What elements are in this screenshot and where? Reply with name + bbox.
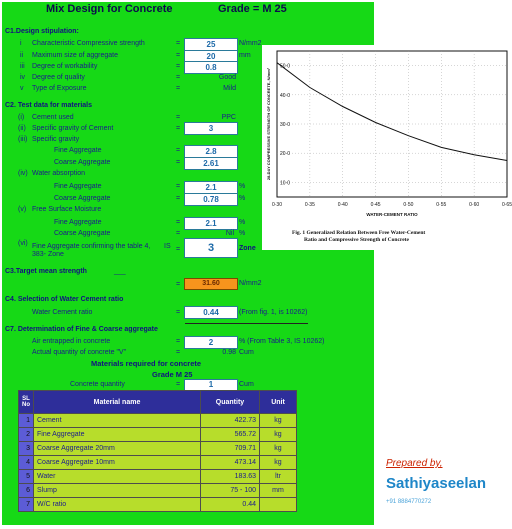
section-target-mean-strength: C3.Target mean strength xyxy=(5,268,87,275)
equals-sign: = xyxy=(176,85,181,92)
row-sl-no: 3 xyxy=(19,442,34,456)
row-number: ii xyxy=(20,52,24,59)
row-material-name: Cement xyxy=(34,414,201,428)
equals-sign: = xyxy=(176,219,181,226)
row-number: (iii) xyxy=(18,136,28,143)
row-unit: ltr xyxy=(260,470,297,484)
unit-label: % xyxy=(239,230,246,237)
row-quantity: 473.14 xyxy=(201,456,260,470)
actual-quantity-value: 0.98 xyxy=(222,349,236,356)
table-row xyxy=(19,484,297,498)
row-material-name: Coarse Aggregate 20mm xyxy=(34,442,201,456)
row-sl-no: 7 xyxy=(19,498,34,512)
unit-label: N/mm2 xyxy=(239,280,262,287)
row-material-name: Water xyxy=(34,470,201,484)
strength-curve xyxy=(277,63,507,161)
row-number: iii xyxy=(20,63,25,70)
zone-label-line2: 383- Zone xyxy=(32,251,64,258)
stipulation-input[interactable]: 20 xyxy=(184,50,238,63)
table-row xyxy=(19,456,297,470)
air-entrapped-note: % (From Table 3, IS 10262) xyxy=(239,338,325,345)
prepared-by-label: Prepared by, xyxy=(386,458,443,469)
row-unit: kg xyxy=(260,414,297,428)
cement-type-value: PPC xyxy=(221,114,236,121)
unit-label: Cum xyxy=(239,381,254,388)
section-fine-coarse: C7. Determination of Fine & Coarse aggregate xyxy=(5,326,158,333)
row-unit: kg xyxy=(260,456,297,470)
table-header-row xyxy=(19,391,297,414)
fm-coarse-value: Nil xyxy=(225,230,234,237)
sg-fine-label: Fine Aggregate xyxy=(54,147,102,154)
sg-cement-label: Specific gravity of Cement xyxy=(32,125,114,132)
author-name: Sathiyaseelan xyxy=(386,475,487,492)
row-sl-no: 1 xyxy=(19,414,34,428)
wc-ratio-input[interactable]: 0.44 xyxy=(184,306,238,319)
equals-sign: = xyxy=(176,159,181,166)
x-tick-label: 0·50 xyxy=(403,202,414,208)
unit-label: N/mm2 xyxy=(239,40,262,47)
equals-sign: = xyxy=(176,338,181,345)
figure-caption-line1: Fig. 1 Generalized Relation Between Free Water-Cement xyxy=(292,230,426,236)
section-test-data: C2. Test data for materials xyxy=(5,102,93,109)
equals-sign: = xyxy=(176,147,181,154)
row-quantity: 75 - 100 xyxy=(201,484,260,498)
equals-sign: = xyxy=(176,183,181,190)
row-number: iv xyxy=(20,74,26,81)
stipulation-label: Maximum size of aggregate xyxy=(32,52,118,59)
actual-quantity-label: Actual quantity of concrete "V" xyxy=(32,349,127,356)
row-unit: kg xyxy=(260,428,297,442)
row-number: (v) xyxy=(18,206,27,213)
stipulation-label: Type of Exposure xyxy=(32,85,87,92)
stipulation-label: Characteristic Compressive strength xyxy=(32,40,145,47)
concrete-quantity-input[interactable]: 1 xyxy=(184,379,238,391)
y-tick-label: 30·0 xyxy=(280,122,291,128)
wa-fine-label: Fine Aggregate xyxy=(54,183,102,190)
wc-ratio-note: (From fig. 1, is 10262) xyxy=(239,309,308,316)
air-entrapped-input[interactable]: 2 xyxy=(184,336,238,349)
row-unit: mm xyxy=(260,484,297,498)
equals-sign: = xyxy=(176,230,181,237)
unit-label: % xyxy=(239,183,246,190)
row-quantity: 422.73 xyxy=(201,414,260,428)
table-row xyxy=(19,428,297,442)
section-water-cement: C4. Selection of Water Cement ratio xyxy=(5,296,124,303)
col-material-name: Material name xyxy=(34,391,201,414)
materials-heading: Materials required for concrete xyxy=(91,359,202,368)
equals-sign: = xyxy=(176,52,181,59)
row-unit xyxy=(260,498,297,512)
y-tick-label: 20·0 xyxy=(280,151,291,158)
row-quantity: 709.71 xyxy=(201,442,260,456)
equals-sign: = xyxy=(176,309,181,316)
fm-fine-label: Fine Aggregate xyxy=(54,219,102,226)
zone-input[interactable]: 3 xyxy=(184,238,238,258)
concrete-quantity-label: Concrete quantity xyxy=(70,381,125,388)
row-sl-no: 6 xyxy=(19,484,34,498)
sg-label: Specific gravity xyxy=(32,136,80,143)
unit-label: mm xyxy=(239,52,251,59)
row-material-name: Coarse Aggregate 10mm xyxy=(34,456,201,470)
stipulation-input[interactable]: 0.8 xyxy=(184,61,238,74)
x-tick-label: 0·60 xyxy=(469,202,480,208)
divider-line xyxy=(185,323,308,324)
row-quantity: 183.63 xyxy=(201,470,260,484)
fm-fine-input[interactable]: 2.1 xyxy=(184,217,238,230)
wa-fine-input[interactable]: 2.1 xyxy=(184,181,238,194)
sg-cement-input[interactable]: 3 xyxy=(184,122,238,135)
equals-sign: = xyxy=(176,281,181,288)
materials-grade: Grade M 25 xyxy=(152,370,193,379)
row-number: v xyxy=(20,85,24,92)
row-number: i xyxy=(20,40,22,47)
unit-label: Cum xyxy=(239,349,254,356)
figure-caption-line2: Ratio and Compressive Strength of Concrete xyxy=(304,237,409,243)
is-label: IS xyxy=(164,243,171,250)
equals-sign: = xyxy=(176,74,181,81)
table-row xyxy=(19,498,297,512)
unit-label: % xyxy=(239,195,246,202)
row-material-name: Slump xyxy=(34,484,201,498)
table-row xyxy=(19,442,297,456)
y-tick-label: 50·0 xyxy=(280,63,291,70)
x-tick-label: 0·30 xyxy=(271,202,283,208)
zone-unit-label: Zone xyxy=(239,245,256,252)
stipulation-label: Degree of workability xyxy=(32,63,98,70)
x-tick-label: 0·55 xyxy=(436,202,447,208)
row-number: (i) xyxy=(18,114,25,121)
row-sl-no: 2 xyxy=(19,428,34,442)
sg-coarse-label: Coarse Aggregate xyxy=(54,159,111,166)
row-sl-no: 4 xyxy=(19,456,34,470)
page-title: Mix Design for Concrete xyxy=(46,3,173,15)
row-quantity: 565.72 xyxy=(201,428,260,442)
materials-table xyxy=(18,390,297,512)
x-tick-label: 0·40 xyxy=(337,202,348,208)
x-tick-label: 0·45 xyxy=(370,202,381,208)
equals-sign: = xyxy=(176,125,181,132)
equals-sign: = xyxy=(176,40,181,47)
zone-label-line1: Fine Aggregate confirming the table 4, xyxy=(32,243,151,250)
stipulation-value: Mild xyxy=(223,85,236,92)
col-sl-no: SL No xyxy=(19,391,34,414)
wc-strength-graph xyxy=(262,45,512,250)
free-moisture-label: Free Surface Moisture xyxy=(32,206,102,213)
sg-fine-input[interactable]: 2.8 xyxy=(184,145,238,158)
y-axis-label: 28-DAY COMPRESSIVE STRENGTH OF CONCRETE, N/mm² xyxy=(266,67,271,181)
wa-coarse-input[interactable]: 0.78 xyxy=(184,193,238,206)
equals-sign: = xyxy=(176,63,181,70)
equals-sign: = xyxy=(176,381,181,388)
table-row xyxy=(19,414,297,428)
dash-mark: ___ xyxy=(114,268,126,275)
stipulation-input[interactable]: 25 xyxy=(184,38,238,51)
x-axis-label: WATER-CEMENT RATIO xyxy=(366,212,418,217)
row-number: (vi) xyxy=(18,240,28,247)
target-strength-value[interactable]: 31.60 xyxy=(184,278,238,290)
equals-sign: = xyxy=(176,195,181,202)
fm-coarse-label: Coarse Aggregate xyxy=(54,230,111,237)
row-material-name: W/C ratio xyxy=(34,498,201,512)
stipulation-label: Degree of quality xyxy=(32,74,85,81)
wc-ratio-label: Water Cement ratio xyxy=(32,309,93,316)
y-tick-label: 40·0 xyxy=(280,92,291,99)
chart-svg xyxy=(262,45,512,250)
x-tick-label: 0·35 xyxy=(304,202,315,208)
row-quantity: 0.44 xyxy=(201,498,260,512)
author-phone: +91 8884770272 xyxy=(386,499,432,505)
row-unit: kg xyxy=(260,442,297,456)
table-row xyxy=(19,470,297,484)
unit-label: % xyxy=(239,219,246,226)
col-quantity: Quantity xyxy=(201,391,260,414)
air-entrapped-label: Air entrapped in concrete xyxy=(32,338,111,345)
row-material-name: Fine Aggregate xyxy=(34,428,201,442)
sg-coarse-input[interactable]: 2.61 xyxy=(184,157,238,170)
cement-used-label: Cement used xyxy=(32,114,74,121)
water-absorption-label: Water absorption xyxy=(32,170,86,177)
row-number: (ii) xyxy=(18,125,26,132)
col-unit: Unit xyxy=(260,391,297,414)
equals-sign: = xyxy=(176,114,181,121)
equals-sign: = xyxy=(176,246,181,253)
equals-sign: = xyxy=(176,349,181,356)
stipulation-value: Good xyxy=(218,74,236,81)
grade-title: Grade = M 25 xyxy=(218,3,287,15)
y-tick-label: 10·0 xyxy=(280,180,291,187)
row-number: (iv) xyxy=(18,170,28,177)
x-tick-label: 0·65 xyxy=(501,202,512,208)
wa-coarse-label: Coarse Aggregate xyxy=(54,195,111,202)
row-sl-no: 5 xyxy=(19,470,34,484)
section-design-stipulation: C1.Design stipulation: xyxy=(5,28,79,35)
